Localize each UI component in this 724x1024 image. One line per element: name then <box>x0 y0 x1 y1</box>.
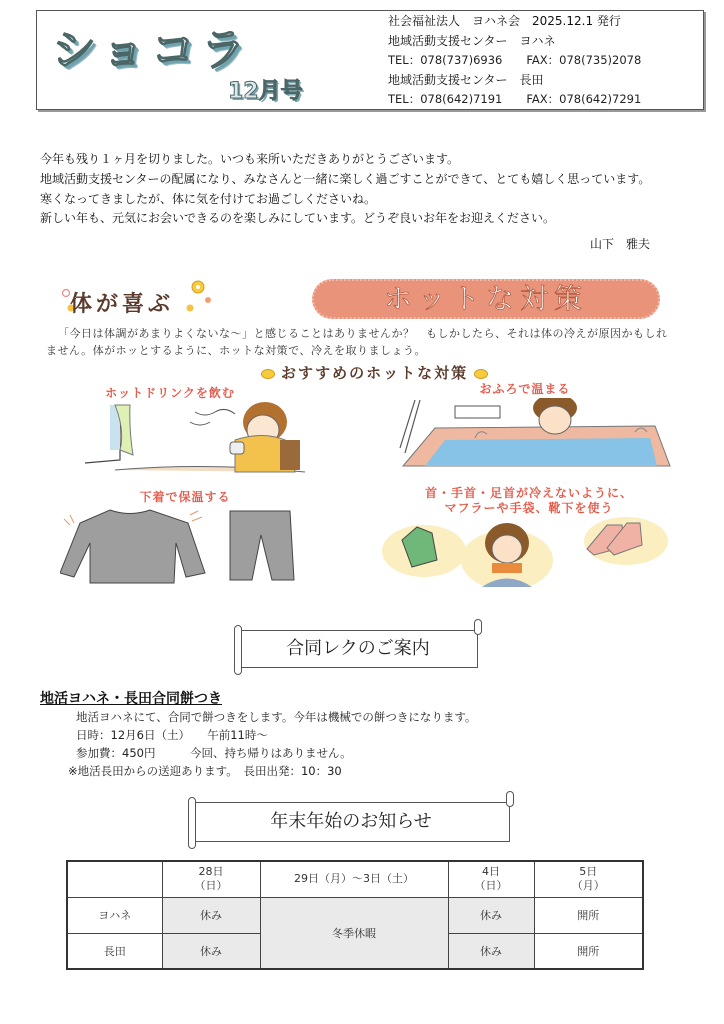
center1-name: 地域活動支援センター ヨハネ <box>388 33 556 48</box>
center2-tel: TEL：078(642)7191 <box>388 92 503 106</box>
issue-label: 12月号 <box>228 79 303 104</box>
header-4: 4日 （日） <box>448 861 534 897</box>
greeting-line: 今年も残り１ヶ月を切りました。いつも来所いただきありがとうございます。 <box>40 152 460 166</box>
greeting-line: 寒くなってきましたが、体に気を付けてお過ごしくださいね。 <box>40 191 377 206</box>
center2-name: 地域活動支援センター 長田 <box>388 72 544 87</box>
signature: 山下 雅夫 <box>590 237 651 251</box>
row-label: 長田 <box>67 933 162 969</box>
tip-caption-line: 首・手首・足首が冷えないように、 <box>424 486 633 500</box>
hot-title-left: 体が喜ぶ <box>70 292 175 317</box>
publisher-info <box>388 12 641 110</box>
hot-drink-illustration-icon <box>85 400 305 478</box>
tip-caption <box>384 486 674 516</box>
greeting-line: 地域活動支援センターの配属になり、みなさんと一緒に楽しく過ごすことができて、とても嬉しく思っています。 <box>40 171 651 186</box>
cell-4: 休み <box>448 897 534 933</box>
tip-caption-line: マフラーや手袋、靴下を使う <box>444 501 614 515</box>
event-datetime: 日時：12月6日（土） 午前11時～ <box>76 728 268 742</box>
center2-contact <box>388 90 641 110</box>
row-label: ヨハネ <box>67 897 162 933</box>
header-5: 5日 （月） <box>534 861 643 897</box>
recommendation-text: おすすめのホットな対策 <box>281 364 469 382</box>
header-28: 28日 （日） <box>162 861 260 897</box>
hot-intro-text: 「今日は体調があまりよくないな～」と感じることはありませんか？ もしかしたら、それは体の冷えが原因かもしれません。体がホッとするように、ホットな対策で、冷えを取りましょう。 <box>46 327 668 357</box>
cell-28: 休み <box>162 897 260 933</box>
header-29-3: 29日（月）～3日（土） <box>260 861 448 897</box>
bath-illustration-icon <box>395 398 675 468</box>
center1-fax: FAX：078(735)2078 <box>526 53 642 67</box>
holiday-schedule-table <box>66 860 644 970</box>
center2-fax: FAX：078(642)7291 <box>526 92 642 106</box>
greeting-line: 新しい年も、元気にお会いできるのを楽しみにしています。どうぞ良いお年をお迎えください。 <box>40 211 556 226</box>
center1-tel: TEL：078(737)6936 <box>388 53 503 67</box>
cell-5: 開所 <box>534 897 643 933</box>
warm-accessories-illustration-icon <box>382 515 672 587</box>
event-details <box>68 708 477 780</box>
newsletter-title: ショコラ <box>52 25 252 76</box>
flower-icon <box>474 369 488 379</box>
flower-icon <box>261 369 275 379</box>
greeting-message <box>40 150 650 229</box>
cell-5: 開所 <box>534 933 643 969</box>
newyear-banner: 年末年始のお知らせ <box>192 802 510 842</box>
recreation-banner: 合同レクのご案内 <box>238 630 478 668</box>
thermal-underwear-illustration-icon <box>60 505 320 585</box>
event-description: 地活ヨハネにて、合同で餅つきをします。今年は機械での餅つきになります。 <box>76 710 477 724</box>
cell-4: 休み <box>448 933 534 969</box>
table-row <box>67 897 643 933</box>
hot-title-pill: ホットな対策 <box>312 279 660 319</box>
event-transport-note: ※地活長田からの送迎あります。 長田出発：10：30 <box>68 764 342 778</box>
tip-caption: 下着で保温する <box>139 490 231 504</box>
event-title: 地活ヨハネ・長田合同餅つき <box>40 691 222 707</box>
tip-caption: おふろで温まる <box>479 382 571 396</box>
event-fee: 参加費：450円 今回、持ち帰りはありません。 <box>76 746 352 760</box>
tip-caption: ホットドリンクを飲む <box>105 386 235 400</box>
cell-28: 休み <box>162 933 260 969</box>
table-corner <box>67 861 162 897</box>
table-header-row <box>67 861 643 897</box>
flower-decoration-icon <box>182 280 212 314</box>
center1-contact <box>388 51 641 71</box>
winter-break-cell: 冬季休暇 <box>260 897 448 969</box>
publisher-line: 社会福祉法人 ヨハネ会 2025.12.1 発行 <box>388 14 621 28</box>
